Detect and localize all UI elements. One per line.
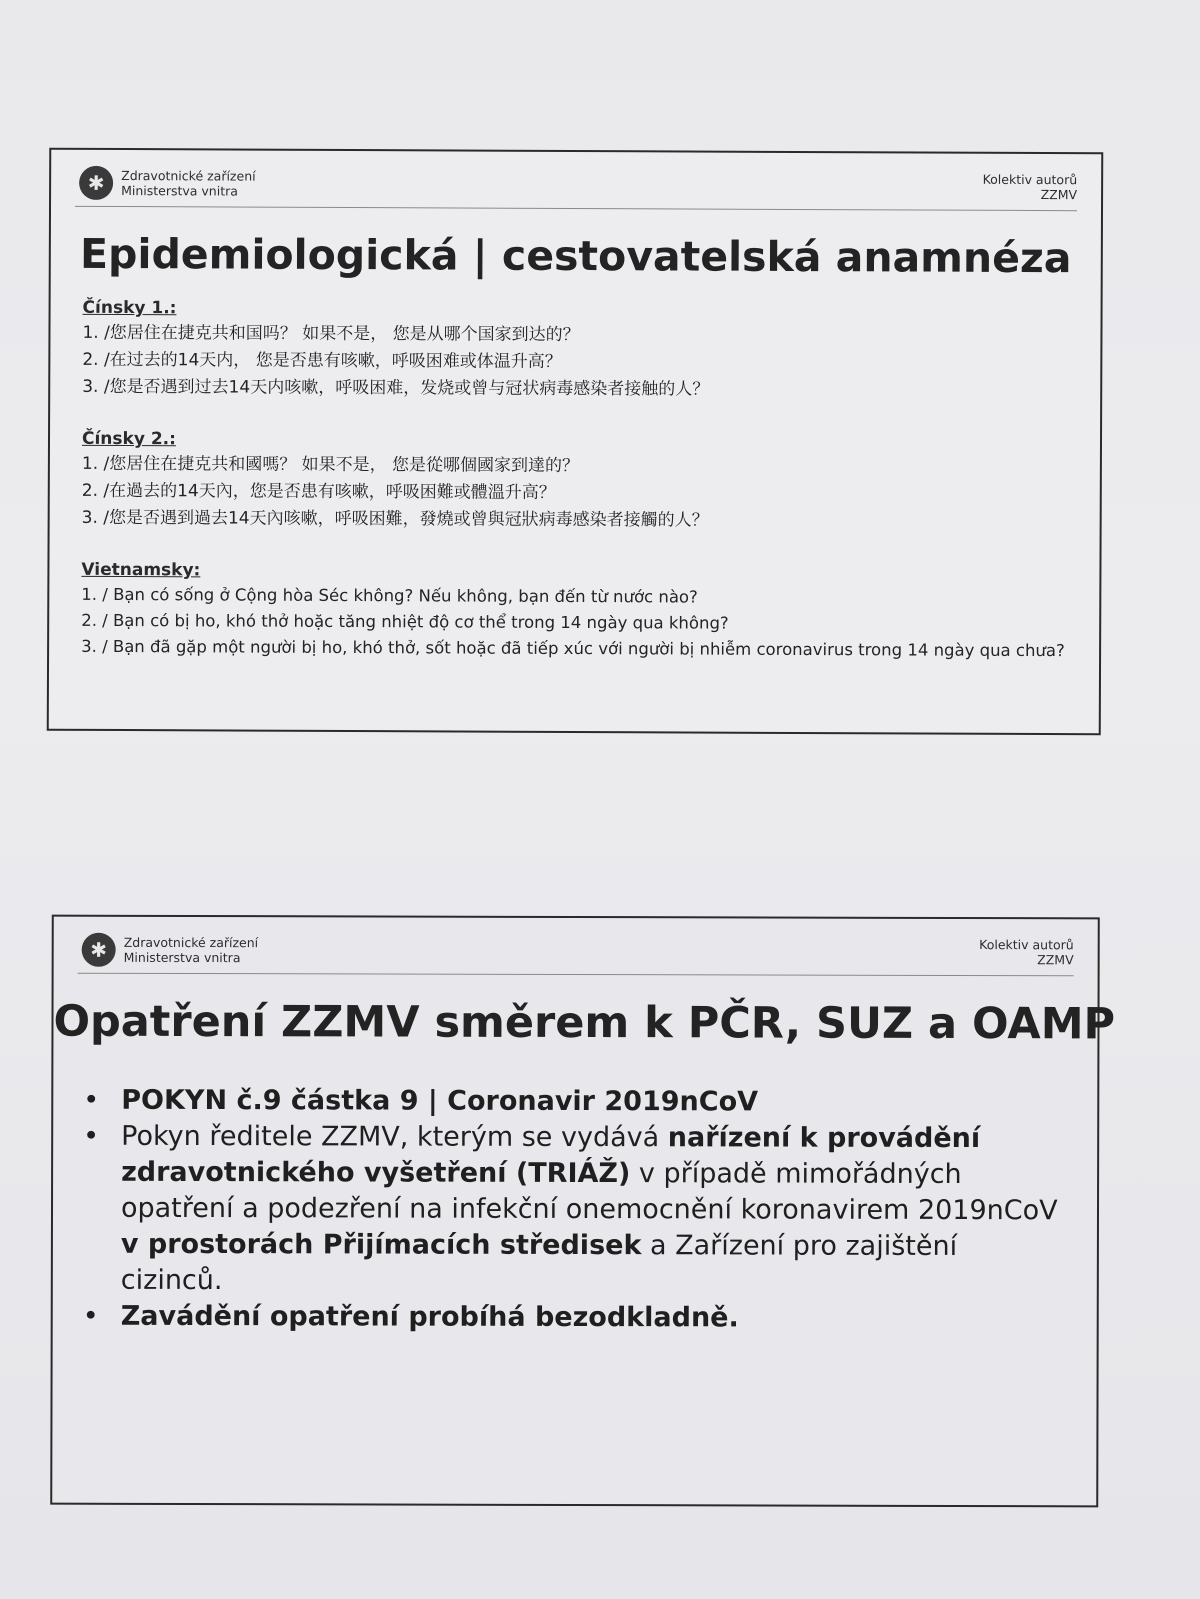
- bullet-text-bold: v prostorách Přijímacích středisek: [120, 1228, 642, 1262]
- org-line-1: Zdravotnické zařízení: [121, 168, 256, 184]
- authors: [979, 937, 1074, 967]
- organization-name: [124, 935, 259, 965]
- slide-title: Opatření ZZMV směrem k PČR, SUZ a OAMP: [53, 996, 1116, 1050]
- bullet-text: POKYN č.9 částka 9 | Coronavir 2019nCoV: [121, 1084, 759, 1118]
- bullet-text-part: a: [641, 1230, 676, 1262]
- medical-star-of-life-icon: ✱: [82, 933, 116, 967]
- org-line-1: Zdravotnické zařízení: [123, 934, 259, 951]
- section-vietnamese: [81, 558, 1069, 664]
- question-line: 2. / Bạn có bị ho, khó thở hoặc tăng nhiệt độ cơ thể trong 14 ngày qua không?: [81, 610, 729, 633]
- authors-line-2: ZZMV: [1037, 952, 1074, 968]
- bullet-text-part: Pokyn ředitele ZZMV, kterým se vydává: [121, 1120, 668, 1154]
- question-line: 1. /您居住在捷克共和国吗？ 如果不是， 您是从哪个国家到达的？: [82, 322, 580, 346]
- section-chinese-1: [82, 296, 1070, 405]
- slide-header: [78, 933, 1074, 977]
- slide-header: [75, 166, 1077, 211]
- medical-star-of-life-icon: ✱: [79, 166, 113, 200]
- slide-measures: [50, 915, 1116, 1508]
- bullet-text: Zavádění opatření probíhá bezodkladně.: [120, 1300, 739, 1334]
- authors-line-2: ZZMV: [1040, 187, 1078, 203]
- org-line-2: Ministerstva vnitra: [123, 949, 241, 966]
- authors-line-1: Kolektiv autorů: [982, 171, 1078, 188]
- question-line: 1. /您居住在捷克共和國嗎？ 如果不是， 您是從哪個國家到達的？: [81, 453, 580, 477]
- org-line-2: Ministerstva vnitra: [121, 183, 238, 199]
- slide-title: Epidemiologická | cestovatelská anamnéza: [79, 229, 1072, 283]
- question-line: 2. /在過去的14天內，您是否患有咳嗽，呼吸困難或體溫升高？: [81, 480, 556, 503]
- bullet-item: [83, 1119, 1067, 1302]
- bullet-text-bold: nařízení k provádění zdravotnického vyšetření (TRIÁŽ): [121, 1122, 981, 1190]
- question-line: 3. /您是否遇到過去14天內咳嗽，呼吸困難，發燒或曾與冠狀病毒感染者接觸的人？: [81, 507, 709, 531]
- question-line: 1. / Bạn có sống ở Cộng hòa Séc không? Nếu không, bạn đến từ nước nào?: [81, 584, 698, 607]
- question-line: 2. /在过去的14天内， 您是否患有咳嗽，呼吸困难或体温升高？: [82, 349, 562, 372]
- section-heading: Vietnamsky:: [81, 559, 201, 581]
- organization-name: [121, 168, 256, 199]
- question-line: 3. /您是否遇到过去14天内咳嗽，呼吸困难，发烧或曾与冠状病毒感染者接触的人？: [82, 376, 710, 400]
- authors: [982, 172, 1077, 202]
- bullet-list: [83, 1083, 1068, 1338]
- bullet-text-part: Zařízení pro zajištění cizinců.: [120, 1230, 958, 1297]
- slide-content: [81, 296, 1071, 690]
- section-heading: Čínsky 1.:: [82, 297, 177, 319]
- bullet-item: [83, 1083, 1067, 1122]
- authors-line-1: Kolektiv autorů: [979, 937, 1074, 953]
- bullet-text-part: v případě mimořádných opatření a podezření na infekční onemocnění koronavirem 2019nCoV: [120, 1158, 1058, 1227]
- section-heading: Čínsky 2.:: [81, 428, 176, 450]
- section-chinese-2: [82, 427, 1070, 536]
- bullet-item: [83, 1299, 1067, 1338]
- slide-epidemiological-anamnesis: [47, 148, 1104, 736]
- question-line: 3. / Bạn đã gặp một người bị ho, khó thở, sốt hoặc đã tiếp xúc với người bị nhiễm coronavirus trong 14 ngày qua chưa?: [81, 636, 1065, 661]
